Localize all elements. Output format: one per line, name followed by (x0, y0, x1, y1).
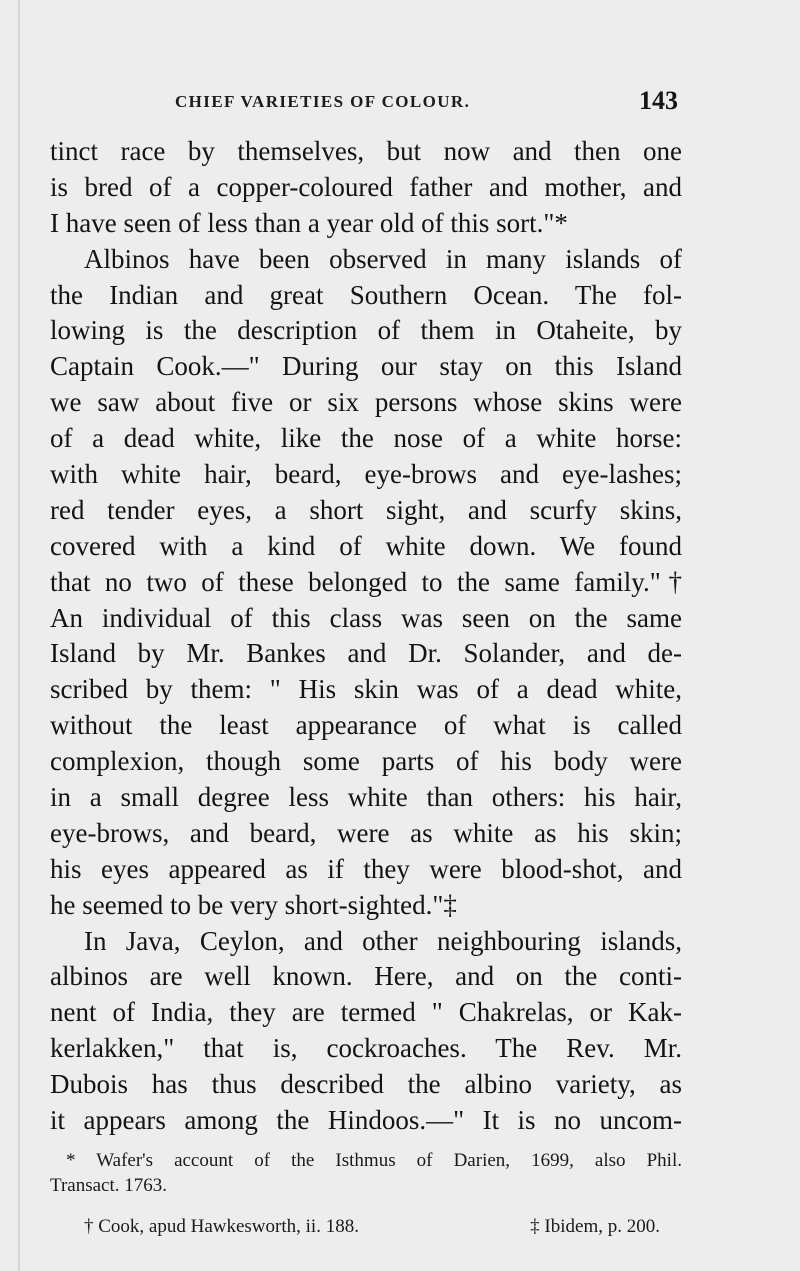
text-line: tinct race by themselves, but now and then one (50, 136, 682, 166)
text-line: I have seen of less than a year old of this sort."* (50, 207, 568, 238)
page-number: 143 (639, 86, 678, 115)
text-line: with white hair, beard, eye-brows and eye-lashes; (50, 459, 682, 490)
text-line: albinos are well known. Here, and on the conti- (50, 961, 682, 992)
footnote-dagger: † Cook, apud Hawkesworth, ii. 188. (84, 1216, 359, 1237)
text-line: his eyes appeared as if they were blood-shot, and (50, 853, 682, 884)
text-line: without the least appearance of what is called (50, 710, 682, 741)
footnotes (50, 1148, 682, 1239)
text-line: kerlakken," that is, cockroaches. The Rev. Mr. (50, 1033, 682, 1064)
text-line: the Indian and great Southern Ocean. The fol- (50, 279, 682, 310)
text-line: In Java, Ceylon, and other neighbouring islands, (84, 925, 682, 956)
text-line: Albinos have been observed in many islands of (84, 243, 682, 274)
text-line: An individual of this class was seen on the same (50, 602, 682, 633)
text-line: it appears among the Hindoos.—" It is no uncom- (50, 1105, 682, 1136)
footnote-dagger-row (50, 1214, 682, 1239)
page-gutter-shadow (18, 0, 22, 1271)
text-line: he seemed to be very short-sighted."‡ (50, 889, 457, 920)
text-line: Island by Mr. Bankes and Dr. Solander, and de- (50, 638, 682, 669)
text-line: in a small degree less white than others: his hair, (50, 782, 682, 813)
text-line: that no two of these belonged to the same family."† (50, 566, 682, 597)
footnote-star-continued: Transact. 1763. (50, 1175, 167, 1196)
running-head (48, 84, 680, 118)
text-line: nent of India, they are termed " Chakrelas, or Kak- (50, 997, 682, 1028)
footnote-star: * Wafer's account of the Isthmus of Darien, 1699, also Phil. (66, 1150, 682, 1171)
text-line: we saw about five or six persons whose skins were (50, 387, 682, 418)
text-line: of a dead white, like the nose of a white horse: (50, 423, 682, 454)
text-line: red tender eyes, a short sight, and scurfy skins, (50, 494, 682, 525)
text-line: complexion, though some parts of his body were (50, 746, 682, 777)
text-line: Captain Cook.—" During our stay on this Island (50, 351, 682, 382)
text-line: Dubois has thus described the albino variety, as (50, 1069, 682, 1100)
body-text (50, 134, 682, 1139)
text-line: lowing is the description of them in Otaheite, by (50, 315, 682, 346)
text-line: scribed by them: " His skin was of a dead white, (50, 674, 682, 705)
footnote-double-dagger: ‡ Ibidem, p. 200. (530, 1216, 660, 1237)
text-line: eye-brows, and beard, were as white as his skin; (50, 817, 682, 848)
text-line: is bred of a copper-coloured father and mother, and (50, 171, 682, 202)
text-line: covered with a kind of white down. We found (50, 530, 682, 561)
running-title: CHIEF VARIETIES OF COLOUR. (175, 92, 471, 111)
